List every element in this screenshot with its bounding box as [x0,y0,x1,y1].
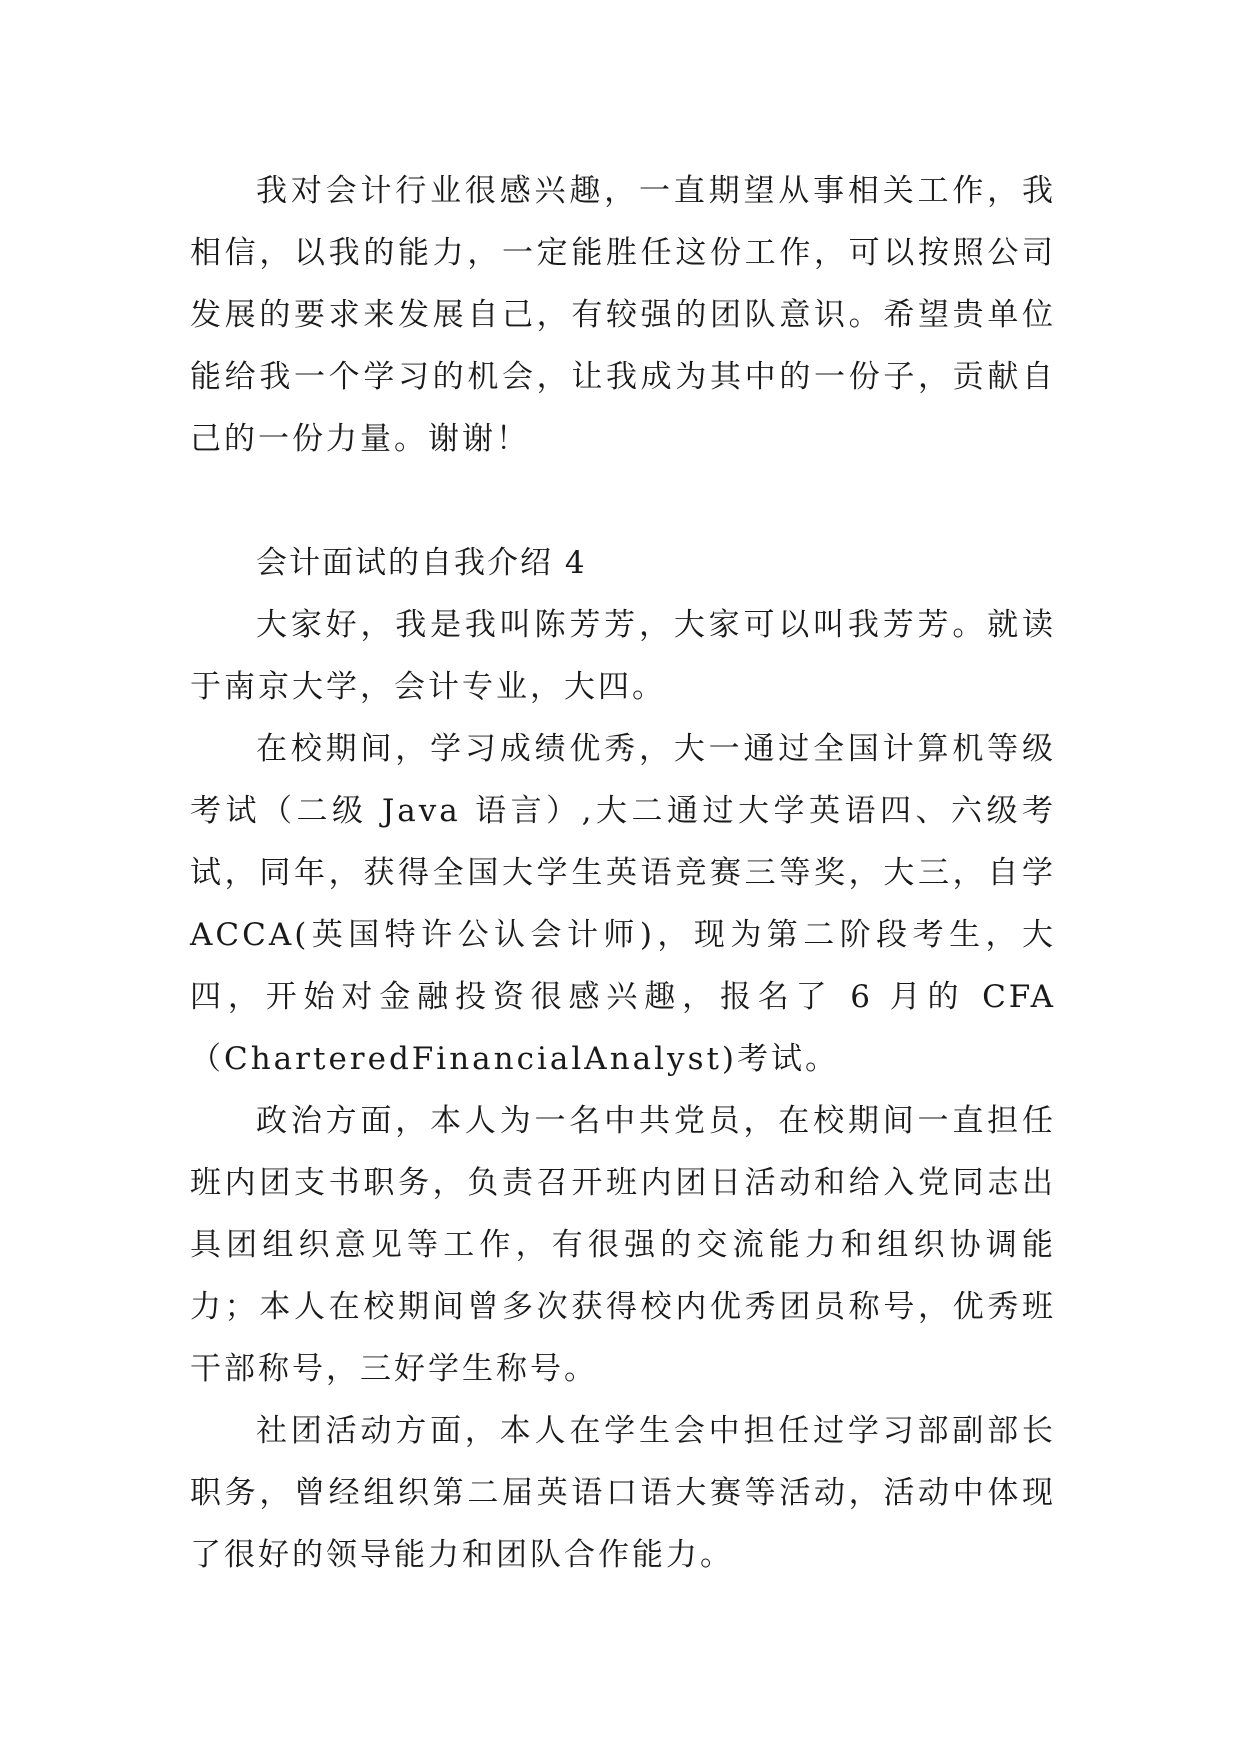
paragraph-activities: 社团活动方面，本人在学生会中担任过学习部副部长职务，曾经组织第二届英语口语大赛等活动，活动中体现了很好的领导能力和团队合作能力。 [190,1413,1056,1573]
section-title: 会计面试的自我介绍 4 [256,545,587,581]
paragraph-closing: 我对会计行业很感兴趣，一直期望从事相关工作，我相信，以我的能力，一定能胜任这份工作，可以按照公司发展的要求来发展自己，有较强的团队意识。希望贵单位能给我一个学习的机会，让我成为其中的一份子，贡献自己的一份力量。谢谢！ [190,173,1056,457]
paragraph-education: 在校期间，学习成绩优秀，大一通过全国计算机等级考试（二级 Java 语言）,大二通过大学英语四、六级考试，同年，获得全国大学生英语竞赛三等奖，大三，自学 ACCA(英国特许公认会计师)，现为第二阶段考生，大四，开始对金融投资很感兴趣，报名了 6 月的 CFA（CharteredFinancialAnalyst)考试。 [190,731,1056,1077]
paragraph-intro: 大家好，我是我叫陈芳芳，大家可以叫我芳芳。就读于南京大学，会计专业，大四。 [190,607,1056,705]
document-body [190,160,1056,1586]
paragraph-politics: 政治方面，本人为一名中共党员，在校期间一直担任班内团支书职务，负责召开班内团日活动和给入党同志出具团组织意见等工作，有很强的交流能力和组织协调能力；本人在校期间曾多次获得校内优秀团员称号，优秀班干部称号，三好学生称号。 [190,1103,1056,1387]
